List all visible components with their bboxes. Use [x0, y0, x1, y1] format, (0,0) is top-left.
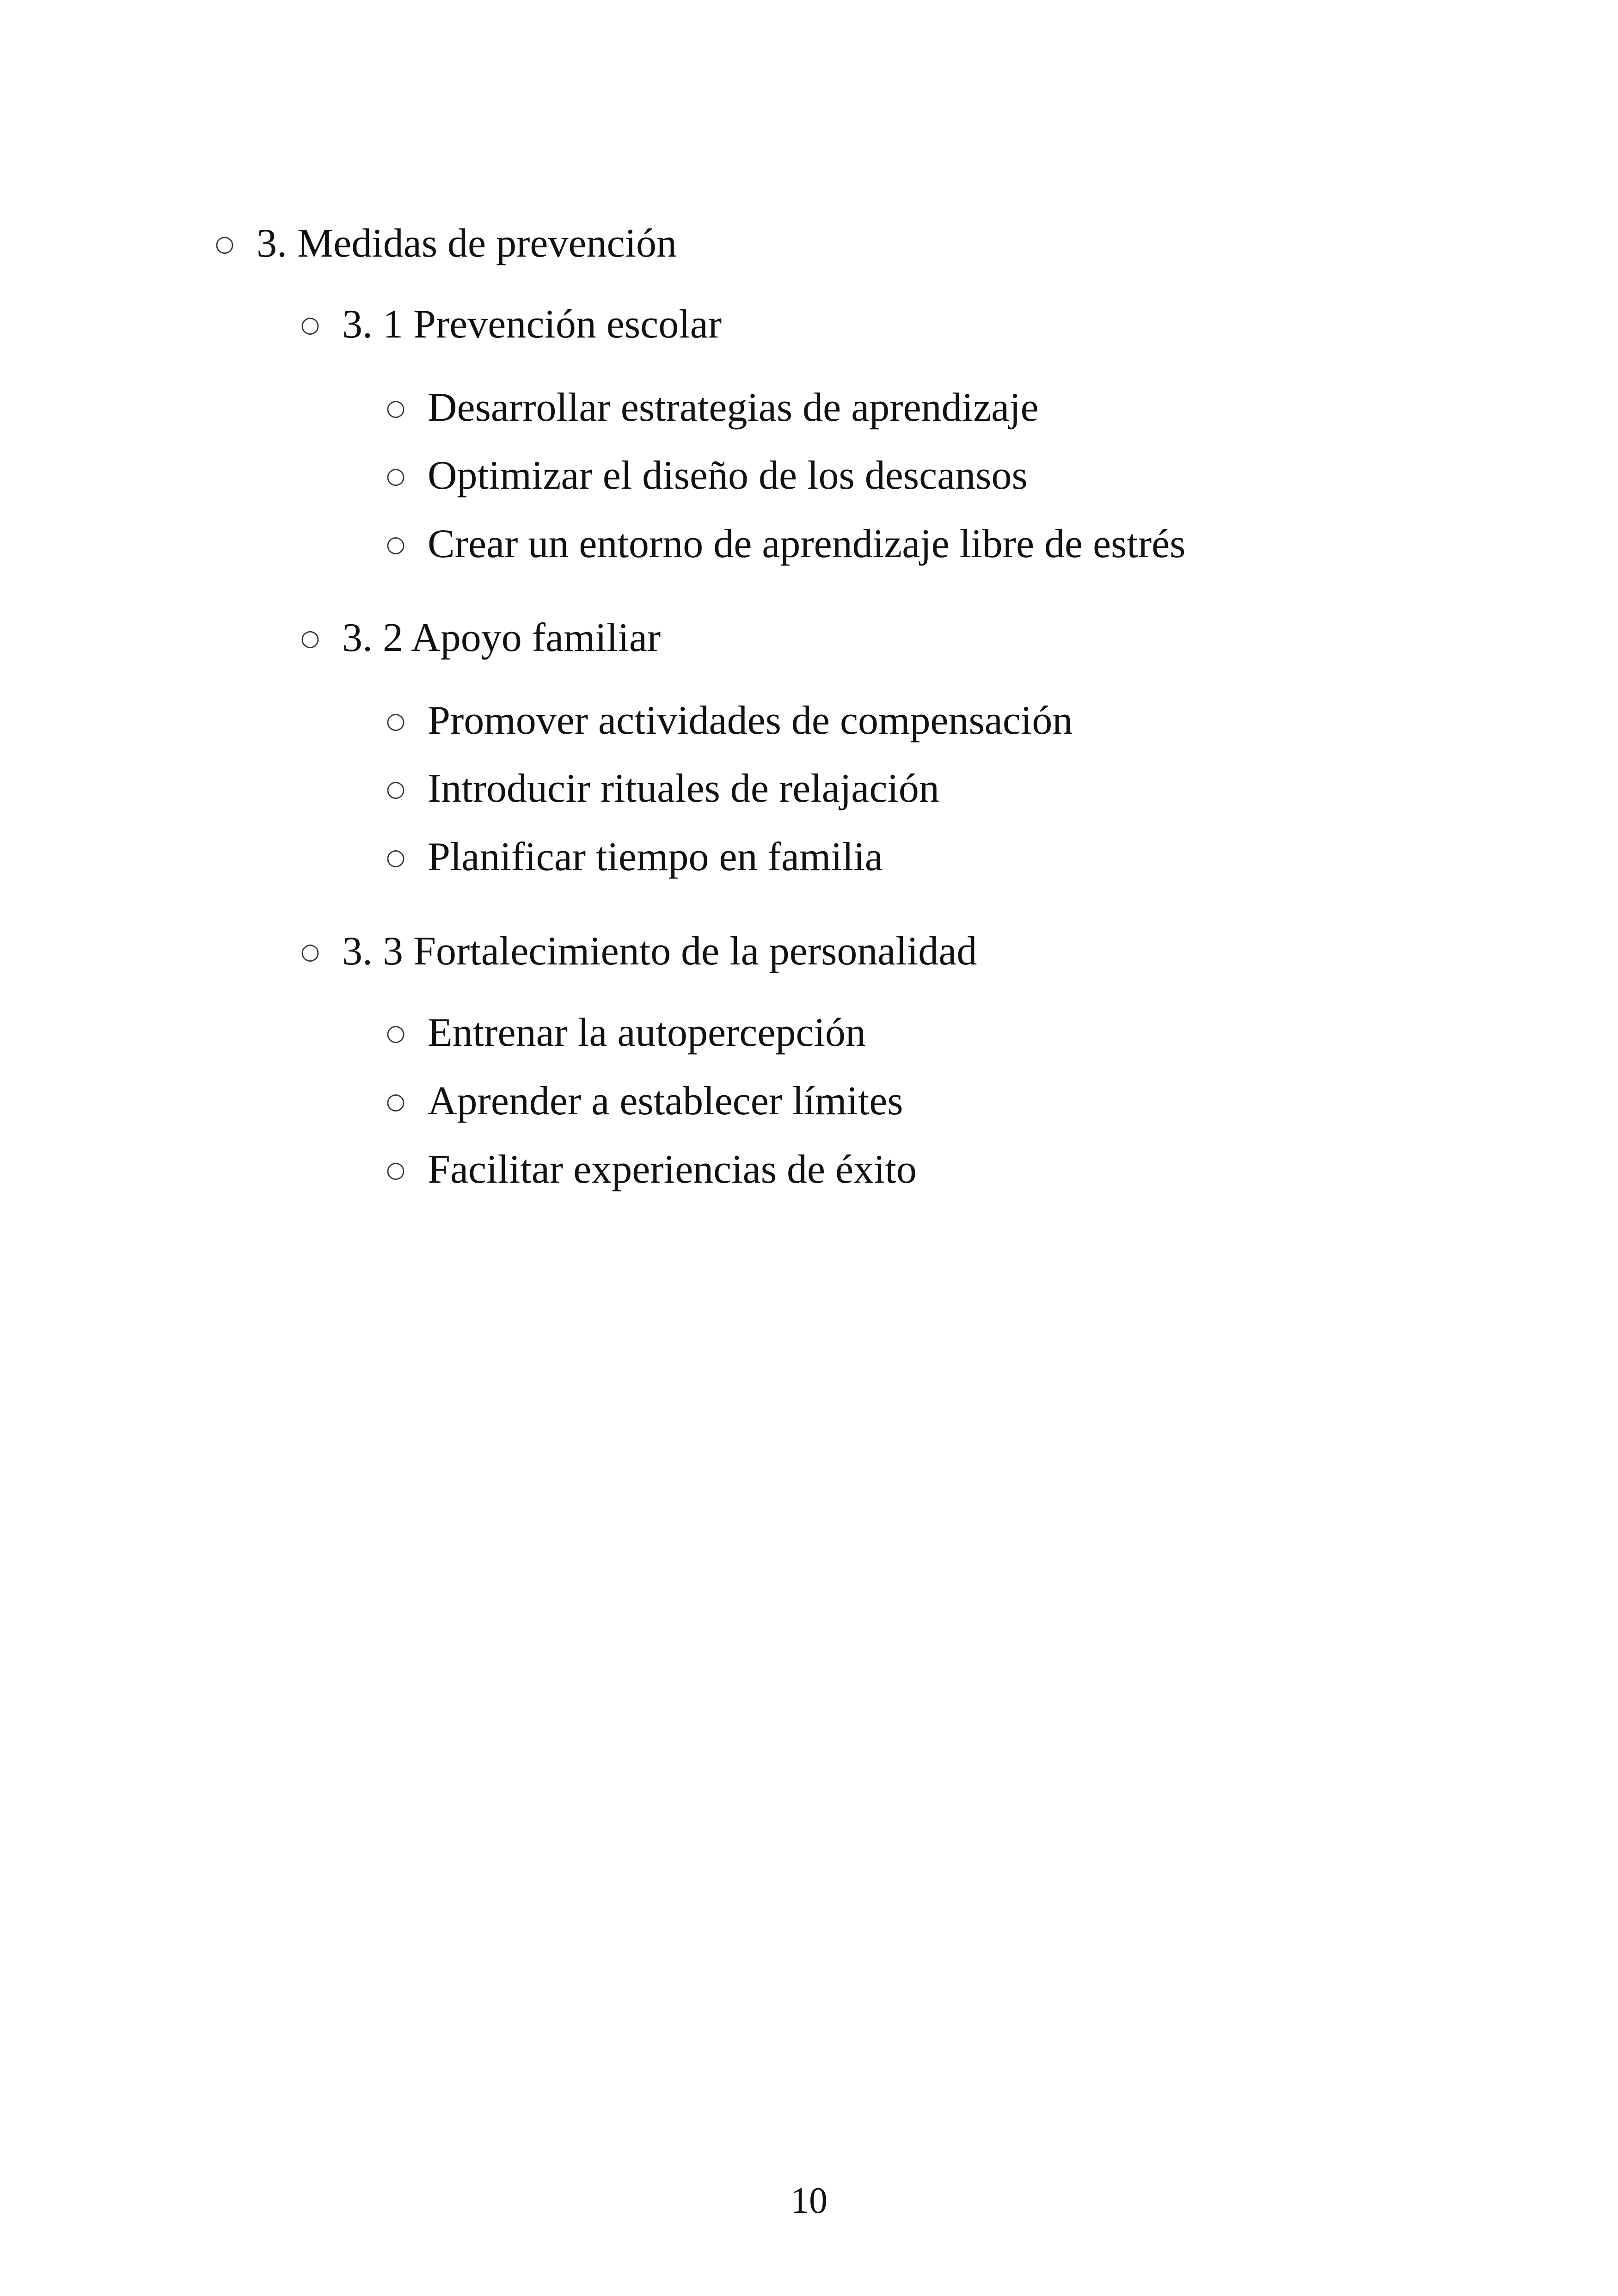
list-item-label: Entrenar la autopercepción [428, 1010, 866, 1055]
list-item [386, 700, 1073, 741]
list-item-label: Desarrollar estrategias de aprendizaje [428, 385, 1039, 430]
bullet-icon: ○ [386, 531, 405, 557]
bullet-icon: ○ [386, 1157, 405, 1183]
list-item [386, 1149, 917, 1190]
list-item-subsection-3-1 [300, 304, 722, 345]
list-item-subsection-3-3 [300, 931, 977, 972]
list-item [386, 837, 883, 878]
list-item-label: Crear un entorno de aprendizaje libre de estrés [428, 522, 1186, 566]
subsection-title: 3. 3 Fortalecimiento de la personalidad [342, 929, 977, 974]
list-item-label: Aprender a establecer límites [428, 1079, 903, 1123]
list-item-label: Optimizar el diseño de los descansos [428, 453, 1028, 498]
bullet-icon: ○ [300, 312, 320, 338]
bullet-icon: ○ [386, 844, 405, 870]
list-item [386, 387, 1039, 428]
list-item [386, 455, 1028, 496]
bullet-icon: ○ [386, 776, 405, 802]
list-item-label: Facilitar experiencias de éxito [428, 1147, 917, 1192]
page-number: 10 [791, 2180, 827, 2221]
list-item [386, 1010, 866, 1055]
bullet-icon: ○ [386, 708, 405, 734]
list-item [386, 1081, 903, 1122]
section-title: 3. Medidas de prevención [257, 221, 677, 266]
list-item-label: Promover actividades de compensación [428, 698, 1073, 743]
bullet-icon: ○ [215, 231, 234, 257]
list-item [386, 768, 939, 809]
bullet-icon: ○ [386, 1088, 405, 1114]
list-item-section-3 [215, 223, 677, 264]
subsection-title: 3. 2 Apoyo familiar [342, 615, 661, 660]
bullet-icon: ○ [386, 395, 405, 421]
list-item-subsection-3-2 [300, 615, 661, 660]
list-item-label: Introducir rituales de relajación [428, 766, 939, 811]
list-item [386, 524, 1185, 565]
bullet-icon: ○ [386, 463, 405, 489]
bullet-icon: ○ [300, 939, 320, 964]
bullet-icon: ○ [300, 625, 320, 651]
bullet-icon: ○ [386, 1020, 405, 1046]
subsection-title: 3. 1 Prevención escolar [342, 302, 722, 347]
list-item-label: Planificar tiempo en familia [428, 835, 883, 879]
